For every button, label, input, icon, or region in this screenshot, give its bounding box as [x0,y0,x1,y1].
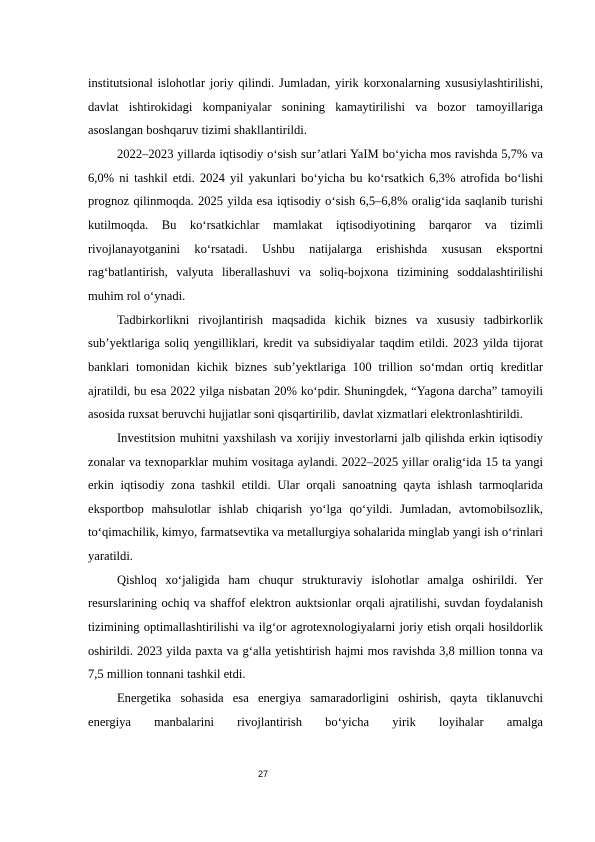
paragraph-3: Tadbirkorlikni rivojlantirish maqsadida kichik biznes va xususiy tadbirkorlik sub’yektlariga soliq yengilliklari, kredit va subsidiyalar taqdim etildi. 2023 yilda tijorat banklari tomonidan kichik biznes sub’yektlariga 100 trillion so‘mdan ortiq kreditlar ajratildi, bu esa 2022 yilga nisbatan 20% ko‘pdir. Shuningdek, “Yagona darcha” tamoyili asosida ruxsat beruvchi hujjatlar soni qisqartirilib, davlat xizmatlari elektronlashtirildi. [88,312,543,422]
paragraph-2: 2022–2023 yillarda iqtisodiy o‘sish sur’atlari YaIM bo‘yicha mos ravishda 5,7% va 6,0% ni tashkil etdi. 2024 yil yakunlari bo‘yicha bu ko‘rsatkich 6,3% atrofida bo‘lishi prognoz qilinmoqda. 2025 yilda esa iqtisodiy o‘sish 6,5–6,8% oralig‘ida saqlanib turishi kutilmoqda. Bu ko‘rsatkichlar mamlakat iqtisodiyotining barqaror va tizimli rivojlanayotganini ko‘rsatadi. Ushbu natijalarga erishishda xususan eksportni rag‘batlantirish, valyuta liberallashuvi va soliq-bojxona tizimining soddalashtirilishi muhim rol o‘ynadi. [88,146,543,303]
paragraph-6: Energetika sohasida esa energiya samaradorligini oshirish, qayta tiklanuvchi energiya manbalarini rivojlantirish bo‘yicha yirik loyihalar amalga [88,691,543,729]
paragraph-4: Investitsion muhitni yaxshilash va xorijiy investorlarni jalb qilishda erkin iqtisodiy zonalar va texnoparklar muhim vositaga aylandi. 2022–2025 yillar oralig‘ida 15 ta yangi erkin iqtisodiy zona tashkil etildi. Ular orqali sanoatning qayta ishlash tarmoqlarida eksportbop mahsulotlar ishlab chiqarish yo‘lga qo‘yildi. Jumladan, avtomobilsozlik, to‘qimachilik, kimyo, farmatsevtika va metallurgiya sohalarida minglab yangi ish o‘rinlari yaratildi. [88,430,543,564]
paragraph-5: Qishloq xo‘jaligida ham chuqur strukturaviy islohotlar amalga oshirildi. Yer resurslarining ochiq va shaffof elektron auktsionlar orqali ajratilishi, suvdan foydalanish tizimining optimallashtirilishi va ilg‘or agrotexnologiyalarni joriy etish orqali hosildorlik oshirildi. 2023 yilda paxta va g‘alla yetishtirish hajmi mos ravishda 3,8 million tonna va 7,5 million tonnani tashkil etdi. [88,572,543,682]
paragraph-1: institutsional islohotlar joriy qilindi. Jumladan, yirik korxonalarning xususiylashtirilishi, davlat ishtirokidagi kompaniyalar sonining kamaytirilishi va bozor tamoyillariga asoslangan boshqaruv tizimi shakllantirildi. [88,76,543,138]
page-number: 27 [258,769,269,779]
document-body [88,72,543,734]
